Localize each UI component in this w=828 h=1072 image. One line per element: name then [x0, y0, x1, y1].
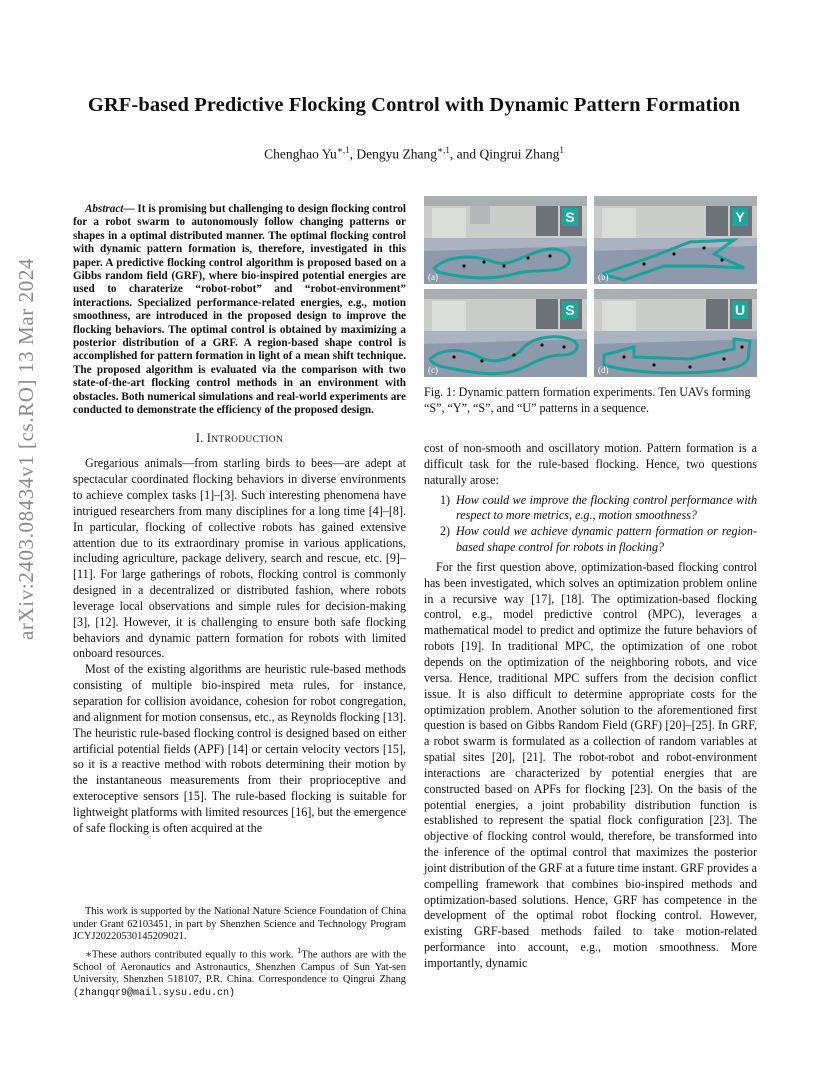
- research-questions: [424, 493, 757, 556]
- funding-footnote: This work is supported by the National Nature Science Foundation of China under Grant 62103451, in part by Shenzhen Science and Technology Program JCYJ20220530145209021.: [73, 906, 406, 943]
- experiment-photo-b: [594, 196, 757, 284]
- pattern-letter: S: [565, 302, 575, 318]
- panel-label: (d): [598, 365, 609, 375]
- right-paragraph-2: For the first question above, optimization-based flocking control has been investigated, which solves an optimization problem online in a recursive way [17], [18]. The optimization-based flocking control, e.g., model predictive control (MPC), leverages a mathematical model to predict and optimize the future behaviors of robots [19]. In traditional MPC, the optimization of one robot depends on the optimization of the neighboring robots, and vice versa. Hence, traditional MPC suffers from the decision conflict issue. It is also difficult to determine appropriate costs for the optimization problem. Another solution to the aforementioned first question is based on Gibbs Random Field (GRF) [20]–[25]. In GRF, a robot swarm is formulated as a collection of random variables at spatial sites [20], [21]. The robot-robot and robot-environment interactions are characterized by potential energies that are constructed based on APFs for flocking [23]. On the basis of the potential energies, a joint probability distribution function is established to represent the spatial flock configuration [23]. The objective of flocking control would, therefore, be transformed into the inference of the optimal control that maximizes the posterior joint distribution of the GRF at a future time instant. GRF provides a compelling framework that combines bio-inspired methods and optimization-based solutions. Hence, GRF has competence in the development of the optimal robot flocking control. However, existing GRF-based methods failed to take motion-related performance into account, e.g., motion smoothness. More importantly, dynamic: [424, 559, 757, 970]
- figure-1: [424, 196, 757, 416]
- author-name: Chenghao Yu: [264, 146, 337, 162]
- experiment-photo-c: [424, 289, 587, 377]
- experiment-photo-a: [424, 196, 587, 284]
- question-item: [440, 493, 757, 525]
- section-title-rest: NTRODUCTION: [211, 434, 284, 445]
- right-column: [424, 441, 757, 972]
- question-number: 2): [440, 524, 451, 539]
- abstract-text: — It is promising but challenging to design flocking control for a robot swarm to autonomously follow changing patterns or shapes in a optimal distributed manner. The optimal flocking control with dynamic pattern formation is, therefore, investigated in this paper. A predictive flocking control algorithm is proposed based on a Gibbs random field (GRF), where bio-inspired potential energies are used to charaterize “robot-robot” and “robot-environment” interactions. Specialized performance-related energies, e.g., motion smoothness, are introduced in the proposed design to improve the flocking behaviors. The optimal control is obtained by maximizing a posterior distribution of a GRF. A region-based shape control is accomplished for pattern formation in light of a mean shift technique. The proposed algorithm is evaluated via the comparison with two state-of-the-art flocking control methods in an environment with obstacles. Both numerical simulations and real-world experiments are conducted to demonstrate the efficiency of the proposed design.: [73, 203, 406, 417]
- intro-paragraph-2: Most of the existing algorithms are heuristic rule-based methods consisting of multiple bio-inspired meta rules, for instance, separation for collision avoidance, cohesion for robot congregation, and alignment for motion consensus, etc., as Reynolds flocking [13]. The heuristic rule-based flocking control is designed based on either artificial potential fields (APF) [14] or certain velocity vectors [15], so it is a reactive method with robots determining their motion by the instantaneous measurements from their proprioceptive and exteroceptive sensors [15]. The rule-based flocking is suitable for lightweight platforms with limited resources [16], but the emergence of safe flocking is often acquired at the: [73, 662, 406, 835]
- author-name: Dengyu Zhang: [356, 146, 437, 162]
- affiliation-mark: 1: [297, 944, 302, 955]
- correspondence-email: (zhangqr9@mail.sysu.edu.cn): [73, 988, 236, 1000]
- question-number: 1): [440, 492, 451, 507]
- author-name: Qingrui Zhang: [479, 146, 560, 162]
- section-numeral: I.: [195, 430, 204, 445]
- arxiv-identifier: arXiv:2403.08434v1 [cs.RO] 13 Mar 2024: [14, 257, 38, 640]
- affiliation-footnote: [73, 944, 406, 1001]
- experiment-photo-d: [594, 289, 757, 377]
- panel-label: (c): [428, 365, 438, 375]
- intro-paragraph-1: Gregarious animals—from starling birds to bees—are adept at spectacular coordinated flocking behaviors in diverse environments to achieve complex tasks [1]–[3]. Such interesting phenomena have intrigued researchers from many disciplines for a long time [4]–[8]. In particular, flocking of collective robots has gained extensive attention due to its extraordinary promise in various applications, including agriculture, package delivery, search and rescue, etc. [9]–[11]. For large gatherings of robots, flocking control is commonly designed in a decentralized or distributed fashion, where robots leverage local observations and simple rules for decision-making [3], [12]. However, it is challenging to ensure both safe flocking behaviors and dynamic pattern formation for robots with limited onboard resources.: [73, 456, 406, 661]
- footnotes: [73, 906, 406, 1001]
- question-text: How could we improve the flocking control performance with respect to more metrics, e.g., motion smoothness?: [456, 492, 757, 523]
- paper-title: GRF-based Predictive Flocking Control with Dynamic Pattern Formation: [87, 94, 741, 116]
- question-text: How could we achieve dynamic pattern formation or region-based shape control for robots in flocking?: [456, 524, 757, 555]
- author-mark: ∗,1: [436, 145, 450, 155]
- left-column: [73, 203, 406, 837]
- abstract-label: Abstract: [85, 203, 124, 215]
- figure-caption: Fig. 1: Dynamic pattern formation experiments. Ten UAVs forming “S”, “Y”, “S”, and “U” patterns in a sequence.: [424, 385, 751, 415]
- author-separator: ,: [349, 146, 357, 162]
- pattern-letter: U: [734, 302, 746, 318]
- section-title-initial: I: [206, 430, 212, 445]
- pattern-letter: Y: [735, 209, 745, 225]
- author-mark: 1: [559, 145, 564, 155]
- author-separator: , and: [449, 146, 480, 162]
- question-item: [440, 524, 757, 556]
- pattern-letter: S: [565, 209, 575, 225]
- abstract: [73, 203, 406, 418]
- equal-contribution-note: ∗These authors contributed equally to this work.: [85, 949, 298, 961]
- author-line: [0, 145, 828, 163]
- section-heading-introduction: [73, 431, 406, 449]
- panel-label: (a): [428, 272, 438, 282]
- panel-label: (b): [598, 272, 609, 282]
- author-mark: ∗,1: [336, 145, 350, 155]
- right-paragraph-1: cost of non-smooth and oscillatory motion. Pattern formation is a difficult task for the rule-based flocking. Hence, two questions naturally arose:: [424, 441, 757, 487]
- figure-photo-grid: [424, 196, 757, 377]
- affiliation-text: The authors are with the School of Aeronautics and Astronautics, Shenzhen Campus of Sun Yat-sen University, Shenzhen 518107, P.R. China. Correspondence to Qingrui Zhang: [73, 949, 406, 986]
